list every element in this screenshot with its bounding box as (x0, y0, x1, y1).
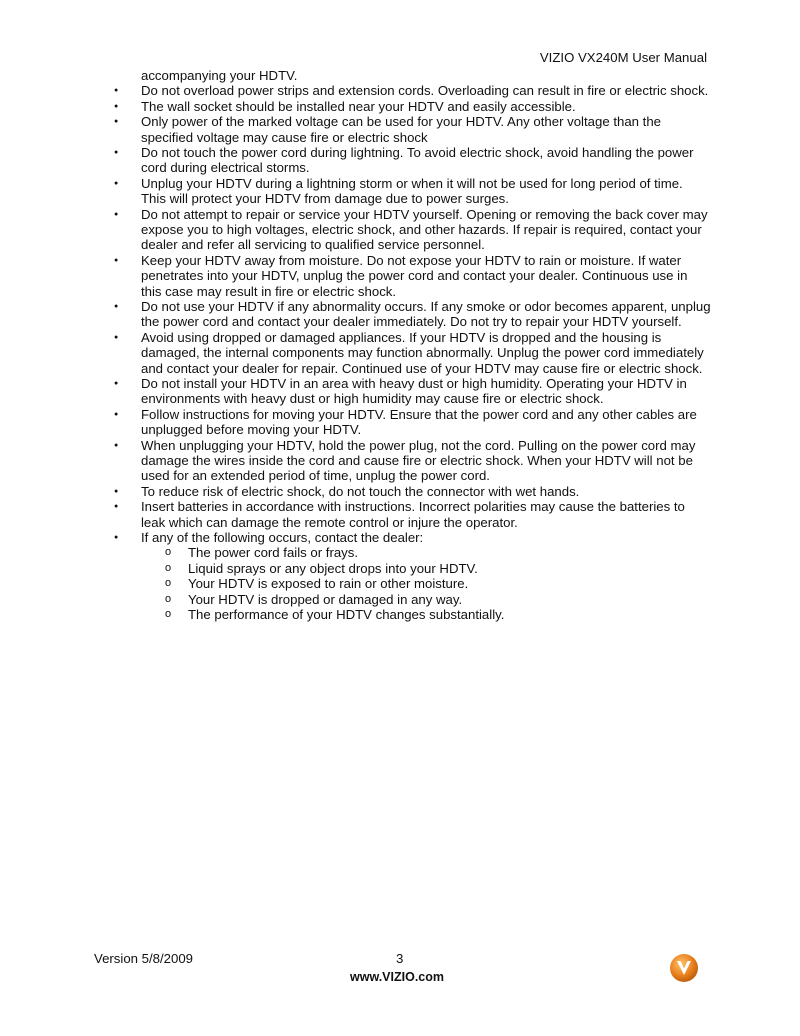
bullet-marker: ● (114, 303, 119, 310)
bullet-marker: ● (114, 410, 119, 418)
bullet-marker: ● (114, 87, 119, 95)
bullet-marker: ● (114, 179, 119, 187)
bullet-item-text: unplugged before moving your HDTV. (141, 422, 362, 438)
bullet-item-text: Do not attempt to repair or service your HDTV yourself. Opening or removing the back cover may (141, 206, 708, 222)
bullet-item-text: leak which can damage the remote control or injure the operator. (141, 514, 518, 530)
bullet-item-text: environments with heavy dust or high humidity may cause fire or electric shock. (141, 391, 604, 407)
bullet-marker: ● (114, 149, 119, 156)
sub-item-text: The power cord fails or frays. (188, 545, 359, 561)
sub-bullet-marker: o (165, 592, 172, 605)
bullet-item-text: dealer and refer all servicing to qualified service personnel. (141, 237, 485, 253)
bullet-item-text: To reduce risk of electric shock, do not touch the connector with wet hands. (141, 483, 580, 499)
bullet-item-text: This will protect your HDTV from damage due to power surges. (141, 191, 509, 207)
bullet-item-text: Follow instructions for moving your HDTV. Ensure that the power cord and any other cables are (141, 406, 697, 422)
bullet-item-text: this case may result in fire or electric shock. (141, 283, 397, 299)
bullet-marker: ● (114, 333, 119, 341)
bullet-item-text: penetrates into your HDTV, unplug the power cord and contact your dealer. Continuous use in (141, 268, 688, 284)
bullet-item-text: If any of the following occurs, contact the dealer: (141, 530, 424, 545)
footer-version: Version 5/8/2009 (94, 951, 193, 966)
continuation-text: accompanying your HDTV. (141, 68, 298, 83)
bullet-item-text: and contact your dealer for repair. Continued use of your HDTV may cause fire or electric shock. (141, 360, 703, 376)
bullet-item-text: damage the wires inside the cord and cause fire or electric shock. When your HDTV will not be (141, 453, 693, 468)
bullet-item-text: Unplug your HDTV during a lightning storm or when it will not be used for long period of time. (141, 175, 683, 191)
bullet-item-text: Do not touch the power cord during lightning. To avoid electric shock, avoid handling the power (141, 145, 694, 160)
footer-url: www.VIZIO.com (350, 970, 444, 984)
sub-bullet-marker: o (165, 608, 172, 620)
bullet-item-text: Do not install your HDTV in an area with heavy dust or high humidity. Operating your HDTV in (141, 376, 687, 391)
bullet-item-text: Do not overload power strips and extension cords. Overloading can result in fire or electric shock. (141, 83, 709, 99)
bullet-item-text: Avoid using dropped or damaged appliances. If your HDTV is dropped and the housing is (141, 329, 662, 345)
bullet-item-text: the power cord and contact your dealer immediately. Do not try to repair your HDTV yourself. (141, 314, 682, 330)
bullet-item-text: When unplugging your HDTV, hold the power plug, not the cord. Pulling on the power cord may (141, 437, 696, 453)
bullet-item-text: Insert batteries in accordance with instructions. Incorrect polarities may cause the batteries to (141, 499, 685, 515)
sub-bullet-marker: o (165, 561, 172, 574)
bullet-item-text: damaged, the internal components may function abnormally. Unplug the power cord immediately (141, 345, 704, 361)
sub-item-text: Liquid sprays or any object drops into your HDTV. (188, 560, 478, 576)
page-number: 3 (396, 951, 404, 966)
sub-item-text: Your HDTV is dropped or damaged in any way. (188, 591, 463, 607)
bullet-item-text: specified voltage may cause fire or electric shock (141, 129, 428, 145)
bullet-marker: ● (114, 503, 119, 511)
bullet-marker: ● (114, 380, 119, 387)
bullet-marker: ● (114, 256, 119, 264)
vizio-logo-icon (669, 953, 699, 983)
bullet-item-text: cord during electrical storms. (141, 160, 310, 176)
bullet-item-text: The wall socket should be installed near your HDTV and easily accessible. (141, 98, 576, 114)
bullet-marker: ● (114, 534, 119, 541)
sub-item-text: Your HDTV is exposed to rain or other moisture. (188, 576, 469, 592)
bullet-item-text: used for an extended period of time, unplug the power cord. (141, 468, 490, 484)
bullet-item-text: Do not use your HDTV if any abnormality occurs. If any smoke or odor becomes apparent, unplug (141, 299, 711, 314)
bullet-item-text: Keep your HDTV away from moisture. Do not expose your HDTV to rain or moisture. If water (141, 252, 682, 268)
bullet-marker: ● (114, 487, 119, 495)
bullet-item-text: Only power of the marked voltage can be used for your HDTV. Any other voltage than the (141, 114, 661, 130)
bullet-marker: ● (114, 102, 119, 110)
sub-bullet-marker: o (165, 577, 172, 590)
bullet-marker: ● (114, 210, 119, 218)
sub-bullet-marker: o (165, 546, 172, 559)
bullet-marker: ● (114, 118, 119, 126)
running-header: VIZIO VX240M User Manual (539, 50, 707, 65)
bullet-item-text: expose you to high voltages, electric shock, and other hazards. If repair is required, contact your (141, 222, 702, 237)
bullet-marker: ● (114, 441, 119, 449)
sub-item-text: The performance of your HDTV changes substantially. (188, 607, 505, 622)
